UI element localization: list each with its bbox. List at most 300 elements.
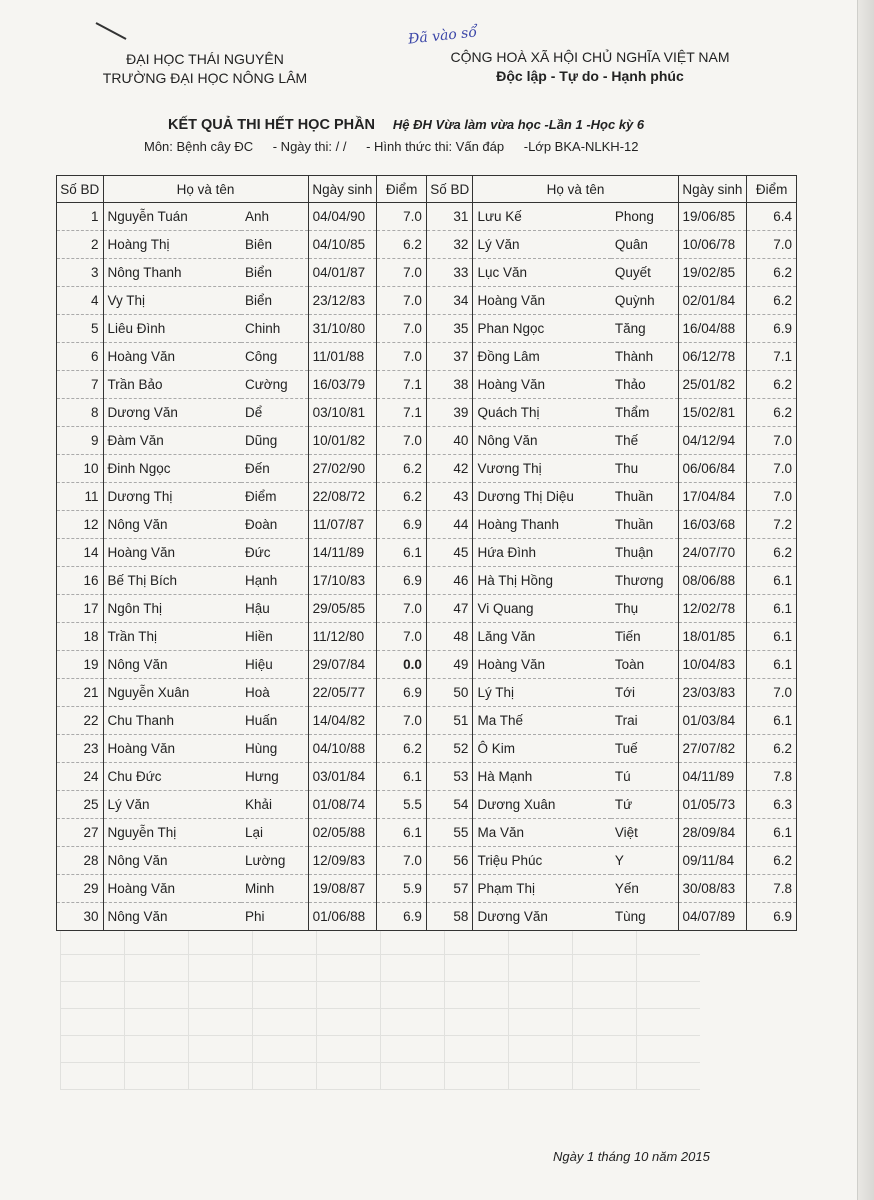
last-name: Hoàng Văn xyxy=(473,651,611,679)
birth-date: 23/03/83 xyxy=(678,679,747,707)
last-name: Hoàng Văn xyxy=(103,735,241,763)
first-name: Tiến xyxy=(611,623,678,651)
student-number: 11 xyxy=(57,483,104,511)
score: 7.0 xyxy=(377,315,427,343)
student-number: 54 xyxy=(426,791,473,819)
student-number: 58 xyxy=(426,903,473,931)
table-row xyxy=(57,483,797,511)
score: 7.0 xyxy=(377,287,427,315)
student-number: 24 xyxy=(57,763,104,791)
first-name: Quỳnh xyxy=(611,287,678,315)
student-number: 44 xyxy=(426,511,473,539)
birth-date: 18/01/85 xyxy=(678,623,747,651)
score: 7.1 xyxy=(377,371,427,399)
last-name: Dương Văn xyxy=(103,399,241,427)
student-number: 17 xyxy=(57,595,104,623)
score: 7.0 xyxy=(377,343,427,371)
student-number: 16 xyxy=(57,567,104,595)
first-name: Y xyxy=(611,847,678,875)
student-number: 1 xyxy=(57,203,104,231)
birth-date: 16/03/68 xyxy=(678,511,747,539)
first-name: Trai xyxy=(611,707,678,735)
birth-date: 15/02/81 xyxy=(678,399,747,427)
student-number: 10 xyxy=(57,455,104,483)
first-name: Công xyxy=(241,343,308,371)
score: 7.0 xyxy=(377,847,427,875)
first-name: Hạnh xyxy=(241,567,308,595)
page-edge xyxy=(857,0,874,1200)
first-name: Đến xyxy=(241,455,308,483)
student-number: 14 xyxy=(57,539,104,567)
student-number: 23 xyxy=(57,735,104,763)
first-name: Thảo xyxy=(611,371,678,399)
score: 6.3 xyxy=(747,791,797,819)
country-name: CỘNG HOÀ XÃ HỘI CHỦ NGHĨA VIỆT NAM xyxy=(450,49,730,65)
student-number: 47 xyxy=(426,595,473,623)
table-row xyxy=(57,875,797,903)
score: 7.8 xyxy=(747,763,797,791)
title-sub: Hệ ĐH Vừa làm vừa học -Lần 1 -Học kỳ 6 xyxy=(392,117,645,132)
table-row xyxy=(57,735,797,763)
score: 6.9 xyxy=(377,567,427,595)
first-name: Minh xyxy=(241,875,308,903)
last-name: Phạm Thị xyxy=(473,875,611,903)
score: 7.1 xyxy=(377,399,427,427)
last-name: Nông Văn xyxy=(103,511,241,539)
last-name: Lục Văn xyxy=(473,259,611,287)
birth-date: 04/04/90 xyxy=(308,203,377,231)
subject: Môn: Bệnh cây ĐC xyxy=(144,139,254,154)
student-number: 56 xyxy=(426,847,473,875)
student-number: 39 xyxy=(426,399,473,427)
last-name: Dương Văn xyxy=(473,903,611,931)
student-number: 21 xyxy=(57,679,104,707)
birth-date: 01/08/74 xyxy=(308,791,377,819)
table-row xyxy=(57,259,797,287)
birth-date: 27/02/90 xyxy=(308,455,377,483)
table-row xyxy=(57,903,797,931)
student-number: 35 xyxy=(426,315,473,343)
university-name: ĐẠI HỌC THÁI NGUYÊN xyxy=(126,51,284,67)
first-name: Huấn xyxy=(241,707,308,735)
handwritten-note: Đã vào sổ xyxy=(407,24,478,48)
first-name: Toàn xyxy=(611,651,678,679)
student-number: 7 xyxy=(57,371,104,399)
student-number: 30 xyxy=(57,903,104,931)
first-name: Thế xyxy=(611,427,678,455)
first-name: Thuận xyxy=(611,539,678,567)
last-name: Vy Thị xyxy=(103,287,241,315)
exam-form: - Hình thức thi: Vấn đáp xyxy=(366,139,505,154)
table-row xyxy=(57,567,797,595)
header-dob: Ngày sinh xyxy=(678,176,747,203)
first-name: Thành xyxy=(611,343,678,371)
student-number: 29 xyxy=(57,875,104,903)
score: 6.9 xyxy=(377,903,427,931)
student-number: 53 xyxy=(426,763,473,791)
last-name: Chu Thanh xyxy=(103,707,241,735)
student-number: 38 xyxy=(426,371,473,399)
table-row xyxy=(57,343,797,371)
score: 6.1 xyxy=(377,763,427,791)
last-name: Hoàng Thị xyxy=(103,231,241,259)
score: 6.2 xyxy=(747,399,797,427)
table-row xyxy=(57,399,797,427)
birth-date: 29/05/85 xyxy=(308,595,377,623)
birth-date: 06/06/84 xyxy=(678,455,747,483)
birth-date: 17/10/83 xyxy=(308,567,377,595)
student-number: 8 xyxy=(57,399,104,427)
student-number: 34 xyxy=(426,287,473,315)
table-row xyxy=(57,819,797,847)
score: 6.2 xyxy=(747,259,797,287)
last-name: Liêu Đình xyxy=(103,315,241,343)
last-name: Nguyễn Thị xyxy=(103,819,241,847)
student-number: 28 xyxy=(57,847,104,875)
header-no: Số BD xyxy=(57,176,104,203)
score: 6.9 xyxy=(377,511,427,539)
birth-date: 04/10/85 xyxy=(308,231,377,259)
first-name: Thu xyxy=(611,455,678,483)
table-row xyxy=(57,707,797,735)
last-name: Lý Văn xyxy=(473,231,611,259)
first-name: Biên xyxy=(241,231,308,259)
last-name: Chu Đức xyxy=(103,763,241,791)
score: 7.0 xyxy=(747,679,797,707)
last-name: Hoàng Văn xyxy=(103,343,241,371)
table-row xyxy=(57,427,797,455)
table-row xyxy=(57,371,797,399)
score: 7.0 xyxy=(377,427,427,455)
last-name: Đàm Văn xyxy=(103,427,241,455)
last-name: Nông Văn xyxy=(473,427,611,455)
student-number: 45 xyxy=(426,539,473,567)
birth-date: 19/06/85 xyxy=(678,203,747,231)
first-name: Hưng xyxy=(241,763,308,791)
first-name: Việt xyxy=(611,819,678,847)
birth-date: 04/12/94 xyxy=(678,427,747,455)
last-name: Lưu Kế xyxy=(473,203,611,231)
score: 7.0 xyxy=(747,427,797,455)
score: 6.2 xyxy=(377,735,427,763)
first-name: Lại xyxy=(241,819,308,847)
student-number: 42 xyxy=(426,455,473,483)
birth-date: 17/04/84 xyxy=(678,483,747,511)
table-row xyxy=(57,539,797,567)
student-number: 19 xyxy=(57,651,104,679)
first-name: Tùng xyxy=(611,903,678,931)
institution-header xyxy=(90,50,320,88)
last-name: Hoàng Văn xyxy=(473,287,611,315)
birth-date: 22/05/77 xyxy=(308,679,377,707)
student-number: 48 xyxy=(426,623,473,651)
birth-date: 09/11/84 xyxy=(678,847,747,875)
score: 7.0 xyxy=(377,623,427,651)
birth-date: 04/10/88 xyxy=(308,735,377,763)
score: 7.0 xyxy=(747,455,797,483)
score: 6.1 xyxy=(747,623,797,651)
table-header-row xyxy=(57,176,797,203)
table-row xyxy=(57,623,797,651)
first-name: Tuế xyxy=(611,735,678,763)
student-number: 37 xyxy=(426,343,473,371)
first-name: Biển xyxy=(241,259,308,287)
birth-date: 19/08/87 xyxy=(308,875,377,903)
school-name: TRƯỜNG ĐẠI HỌC NÔNG LÂM xyxy=(102,70,308,86)
birth-date: 22/08/72 xyxy=(308,483,377,511)
table-row xyxy=(57,315,797,343)
student-number: 3 xyxy=(57,259,104,287)
last-name: Trần Bảo xyxy=(103,371,241,399)
pen-mark xyxy=(96,22,127,40)
student-number: 12 xyxy=(57,511,104,539)
birth-date: 02/05/88 xyxy=(308,819,377,847)
table-row xyxy=(57,595,797,623)
header-dob: Ngày sinh xyxy=(308,176,377,203)
last-name: Hoàng Thanh xyxy=(473,511,611,539)
last-name: Quách Thị xyxy=(473,399,611,427)
birth-date: 01/05/73 xyxy=(678,791,747,819)
birth-date: 08/06/88 xyxy=(678,567,747,595)
birth-date: 24/07/70 xyxy=(678,539,747,567)
table-row xyxy=(57,287,797,315)
last-name: Vi Quang xyxy=(473,595,611,623)
birth-date: 12/02/78 xyxy=(678,595,747,623)
header-score: Điểm xyxy=(377,176,427,203)
first-name: Quyết xyxy=(611,259,678,287)
score: 7.0 xyxy=(377,595,427,623)
last-name: Hà Mạnh xyxy=(473,763,611,791)
birth-date: 16/04/88 xyxy=(678,315,747,343)
table-row xyxy=(57,791,797,819)
last-name: Hoàng Văn xyxy=(103,875,241,903)
first-name: Thuần xyxy=(611,483,678,511)
first-name: Thương xyxy=(611,567,678,595)
last-name: Nông Thanh xyxy=(103,259,241,287)
last-name: Nông Văn xyxy=(103,903,241,931)
student-number: 22 xyxy=(57,707,104,735)
score: 6.2 xyxy=(747,847,797,875)
birth-date: 14/04/82 xyxy=(308,707,377,735)
score: 6.9 xyxy=(747,903,797,931)
student-number: 9 xyxy=(57,427,104,455)
score: 7.0 xyxy=(377,203,427,231)
first-name: Thẩm xyxy=(611,399,678,427)
table-row xyxy=(57,763,797,791)
score: 6.1 xyxy=(747,651,797,679)
last-name: Dương Thị Diệu xyxy=(473,483,611,511)
last-name: Lý Văn xyxy=(103,791,241,819)
bleed-through-grid xyxy=(60,930,700,1090)
header-no: Số BD xyxy=(426,176,473,203)
score: 7.8 xyxy=(747,875,797,903)
first-name: Thuần xyxy=(611,511,678,539)
header-name: Họ và tên xyxy=(473,176,678,203)
first-name: Đức xyxy=(241,539,308,567)
student-number: 27 xyxy=(57,819,104,847)
score: 6.9 xyxy=(377,679,427,707)
last-name: Ô Kim xyxy=(473,735,611,763)
birth-date: 31/10/80 xyxy=(308,315,377,343)
birth-date: 04/11/89 xyxy=(678,763,747,791)
first-name: Tới xyxy=(611,679,678,707)
birth-date: 03/01/84 xyxy=(308,763,377,791)
class-code: -Lớp BKA-NLKH-12 xyxy=(523,139,639,154)
last-name: Nông Văn xyxy=(103,847,241,875)
table-row xyxy=(57,651,797,679)
table-row xyxy=(57,679,797,707)
birth-date: 01/06/88 xyxy=(308,903,377,931)
first-name: Tú xyxy=(611,763,678,791)
last-name: Nguyễn Xuân xyxy=(103,679,241,707)
student-number: 18 xyxy=(57,623,104,651)
birth-date: 14/11/89 xyxy=(308,539,377,567)
birth-date: 04/01/87 xyxy=(308,259,377,287)
student-number: 50 xyxy=(426,679,473,707)
first-name: Điểm xyxy=(241,483,308,511)
student-number: 57 xyxy=(426,875,473,903)
document-title xyxy=(168,116,644,133)
score: 5.9 xyxy=(377,875,427,903)
first-name: Tứ xyxy=(611,791,678,819)
score: 7.0 xyxy=(377,259,427,287)
birth-date: 16/03/79 xyxy=(308,371,377,399)
last-name: Phan Ngọc xyxy=(473,315,611,343)
birth-date: 29/07/84 xyxy=(308,651,377,679)
birth-date: 25/01/82 xyxy=(678,371,747,399)
score: 6.1 xyxy=(747,595,797,623)
score: 6.2 xyxy=(377,455,427,483)
birth-date: 28/09/84 xyxy=(678,819,747,847)
score: 7.0 xyxy=(747,231,797,259)
student-number: 52 xyxy=(426,735,473,763)
first-name: Phong xyxy=(611,203,678,231)
student-number: 55 xyxy=(426,819,473,847)
last-name: Ngôn Thị xyxy=(103,595,241,623)
first-name: Dũng xyxy=(241,427,308,455)
score: 6.2 xyxy=(747,735,797,763)
first-name: Hùng xyxy=(241,735,308,763)
birth-date: 06/12/78 xyxy=(678,343,747,371)
score: 6.2 xyxy=(747,371,797,399)
score: 7.0 xyxy=(377,707,427,735)
first-name: Cường xyxy=(241,371,308,399)
last-name: Lăng Văn xyxy=(473,623,611,651)
last-name: Vương Thị xyxy=(473,455,611,483)
student-number: 25 xyxy=(57,791,104,819)
first-name: Chinh xyxy=(241,315,308,343)
score: 6.1 xyxy=(747,707,797,735)
last-name: Ma Văn xyxy=(473,819,611,847)
table-row xyxy=(57,231,797,259)
last-name: Bế Thị Bích xyxy=(103,567,241,595)
last-name: Hứa Đình xyxy=(473,539,611,567)
student-number: 31 xyxy=(426,203,473,231)
score: 6.1 xyxy=(377,819,427,847)
last-name: Nguyễn Tuán xyxy=(103,203,241,231)
birth-date: 02/01/84 xyxy=(678,287,747,315)
first-name: Lường xyxy=(241,847,308,875)
score: 6.9 xyxy=(747,315,797,343)
first-name: Hiền xyxy=(241,623,308,651)
student-number: 46 xyxy=(426,567,473,595)
birth-date: 11/12/80 xyxy=(308,623,377,651)
header-name: Họ và tên xyxy=(103,176,308,203)
birth-date: 10/04/83 xyxy=(678,651,747,679)
last-name: Hà Thị Hồng xyxy=(473,567,611,595)
first-name: Hiệu xyxy=(241,651,308,679)
student-number: 40 xyxy=(426,427,473,455)
signing-date: Ngày 1 tháng 10 năm 2015 xyxy=(553,1149,710,1164)
last-name: Ma Thế xyxy=(473,707,611,735)
score: 7.1 xyxy=(747,343,797,371)
birth-date: 19/02/85 xyxy=(678,259,747,287)
birth-date: 12/09/83 xyxy=(308,847,377,875)
score: 7.2 xyxy=(747,511,797,539)
birth-date: 11/01/88 xyxy=(308,343,377,371)
student-number: 51 xyxy=(426,707,473,735)
table-row xyxy=(57,203,797,231)
birth-date: 10/06/78 xyxy=(678,231,747,259)
last-name: Hoàng Văn xyxy=(473,371,611,399)
results-table xyxy=(56,175,797,931)
last-name: Dương Thị xyxy=(103,483,241,511)
last-name: Dương Xuân xyxy=(473,791,611,819)
national-motto: Độc lập - Tự do - Hạnh phúc xyxy=(496,68,684,84)
first-name: Đoàn xyxy=(241,511,308,539)
first-name: Dể xyxy=(241,399,308,427)
birth-date: 01/03/84 xyxy=(678,707,747,735)
first-name: Khải xyxy=(241,791,308,819)
exam-meta xyxy=(144,139,654,154)
student-number: 5 xyxy=(57,315,104,343)
table-row xyxy=(57,511,797,539)
exam-date: - Ngày thi: / / xyxy=(272,139,347,154)
header-score: Điểm xyxy=(747,176,797,203)
table-row xyxy=(57,847,797,875)
birth-date: 10/01/82 xyxy=(308,427,377,455)
student-number: 2 xyxy=(57,231,104,259)
score: 6.1 xyxy=(377,539,427,567)
first-name: Quân xyxy=(611,231,678,259)
score: 5.5 xyxy=(377,791,427,819)
birth-date: 23/12/83 xyxy=(308,287,377,315)
score: 6.4 xyxy=(747,203,797,231)
birth-date: 11/07/87 xyxy=(308,511,377,539)
first-name: Hoà xyxy=(241,679,308,707)
last-name: Đồng Lâm xyxy=(473,343,611,371)
score: 6.2 xyxy=(377,231,427,259)
score: 0.0 xyxy=(377,651,427,679)
title-main: KẾT QUẢ THI HẾT HỌC PHẦN xyxy=(168,117,376,133)
first-name: Phi xyxy=(241,903,308,931)
score: 6.1 xyxy=(747,567,797,595)
table-row xyxy=(57,455,797,483)
first-name: Tăng xyxy=(611,315,678,343)
first-name: Biển xyxy=(241,287,308,315)
first-name: Thụ xyxy=(611,595,678,623)
score: 6.2 xyxy=(747,539,797,567)
score: 7.0 xyxy=(747,483,797,511)
student-number: 4 xyxy=(57,287,104,315)
birth-date: 03/10/81 xyxy=(308,399,377,427)
student-number: 32 xyxy=(426,231,473,259)
last-name: Hoàng Văn xyxy=(103,539,241,567)
score: 6.2 xyxy=(747,287,797,315)
birth-date: 30/08/83 xyxy=(678,875,747,903)
last-name: Trần Thị xyxy=(103,623,241,651)
first-name: Yến xyxy=(611,875,678,903)
